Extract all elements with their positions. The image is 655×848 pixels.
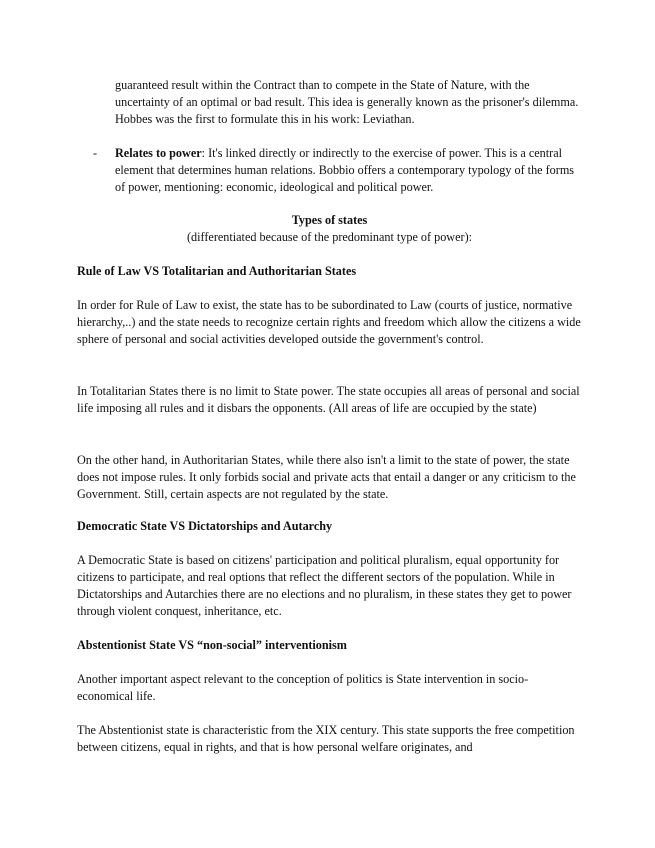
paragraph-contract: guaranteed result within the Contract than to compete in the State of Nature, with the uncertainty of an optimal or bad result. This idea is generally known as the prisoner's dilemma. Hobbes was the first to formulate this in his work: Leviathan. xyxy=(115,78,579,126)
types-subtitle: (differentiated because of the predominant type of power): xyxy=(186,230,473,244)
paragraph-totalitarian: In Totalitarian States there is no limit to State power. The state occupies all areas of personal and social life imposing all rules and it disbars the opponents. (All areas of life are occupied by the state) xyxy=(77,384,580,415)
bullet-dash: - xyxy=(93,146,98,160)
paragraph-authoritarian: On the other hand, in Authoritarian States, while there also isn't a limit to the state of power, the state does not impose rules. It only forbids social and private acts that entail a danger or any criticism to the Government. Still, certain aspects are not regulated by the state. xyxy=(77,453,576,501)
paragraph-intervention: Another important aspect relevant to the conception of politics is State intervention in socio-economical life. xyxy=(77,672,529,703)
types-title: Types of states xyxy=(291,213,368,227)
bullet-power xyxy=(115,145,585,196)
paragraph-abstentionist: The Abstentionist state is characteristic from the XIX century. This state supports the free competition between citizens, equal in rights, and that is how personal welfare originates, and xyxy=(77,723,575,754)
bullet-power-text: : It's linked directly or indirectly to the exercise of power. This is a central element that determines human relations. Bobbio offers a contemporary typology of the forms of power, mentioning: economic, ideological and political power. xyxy=(115,146,575,194)
paragraph-democratic: A Democratic State is based on citizens' participation and political pluralism, equal opportunity for citizens to participate, and real options that reflect the different sectors of the population. While in Dictatorships and Autarchies there are no elections and no pluralism, in these states they get to power through violent conquest, inheritance, etc. xyxy=(77,553,572,618)
heading-abstentionist: Abstentionist State VS “non-social” interventionism xyxy=(77,638,347,652)
heading-democratic: Democratic State VS Dictatorships and Autarchy xyxy=(77,519,333,533)
paragraph-rule-of-law: In order for Rule of Law to exist, the state has to be subordinated to Law (courts of justice, normative hierarchy,..) and the state needs to recognize certain rights and freedom which allow the citizens a wide sphere of personal and social activities developed outside the government's control. xyxy=(77,298,581,346)
heading-rule-of-law: Rule of Law VS Totalitarian and Authoritarian States xyxy=(77,264,357,278)
bullet-power-bold: Relates to power xyxy=(115,146,202,160)
